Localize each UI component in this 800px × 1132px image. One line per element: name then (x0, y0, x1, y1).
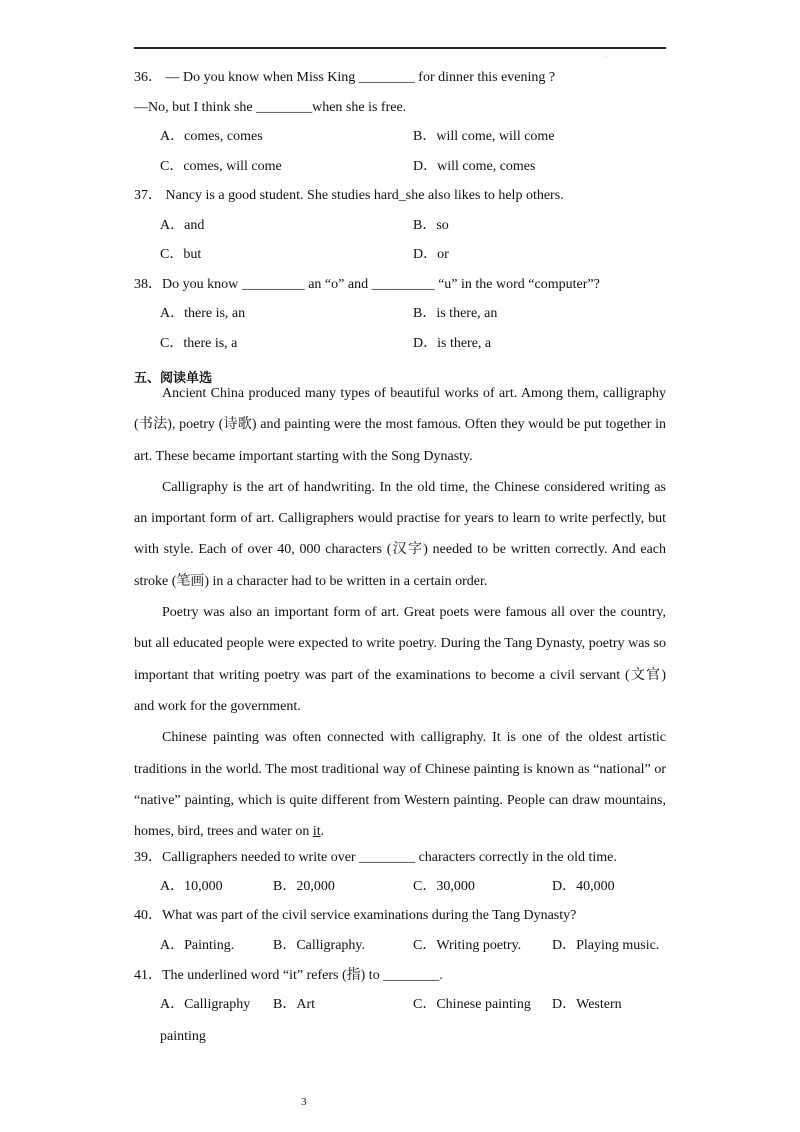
section-title: 五、阅读单选 (134, 371, 213, 386)
q40-option-c: C．Writing poetry. (413, 938, 522, 953)
q39-option-c: C．30,000 (413, 879, 475, 894)
question-40-stem: 40．What was part of the civil service examinations during the Tang Dynasty? (134, 908, 577, 923)
q39-option-a: A．10,000 (160, 879, 223, 894)
question-36-reply: —No, but I think she ________when she is free. (134, 100, 407, 115)
passage-paragraph-4-end: . (320, 824, 325, 840)
q37-option-b: B．so (413, 218, 449, 233)
q41-option-d-continuation: painting (160, 1029, 206, 1044)
underlined-word-it: it (312, 824, 321, 840)
q36-option-a: A．comes, comes (160, 129, 263, 144)
q37-option-c: C．but (160, 247, 202, 262)
q38-option-d: D．is there, a (413, 336, 492, 351)
passage-paragraph-4-text: Chinese painting was often connected with calligraphy. It is one of the oldest artistic traditions in the world. The most traditional way of Chinese painting is known as “national” or “native” painting, which is quite different from Western painting. People can draw mountains, homes, bird, trees and water on (134, 730, 666, 840)
question-36-stem: 36． — Do you know when Miss King ________ for dinner this evening ? (134, 70, 556, 85)
header-rule (134, 47, 666, 49)
passage-paragraph-2: Calligraphy is the art of handwriting. In the old time, the Chinese considered writing as an important form of art. Calligraphers would practise for years to learn to write perfectly, but with style. Each of over 40, 000 characters (汉字) needed to be written correctly. And each stroke (笔画) in a character had to be written in a certain order. (134, 479, 666, 589)
q41-option-d: D．Western (552, 997, 622, 1012)
q36-option-d: D．will come, comes (413, 159, 536, 174)
page-number: 3 (301, 1096, 307, 1108)
reading-passage (134, 378, 666, 847)
q39-option-b: B．20,000 (273, 879, 335, 894)
question-38-stem: 38．Do you know _________ an “o” and _________ “u” in the word “computer”? (134, 277, 600, 292)
q40-option-d: D．Playing music. (552, 938, 660, 953)
q38-option-b: B．is there, an (413, 306, 498, 321)
q41-option-a: A．Calligraphy (160, 997, 251, 1012)
q36-option-b: B．will come, will come (413, 129, 555, 144)
question-37-stem: 37． Nancy is a good student. She studies hard_she also likes to help others. (134, 188, 564, 203)
header-mark: · (605, 54, 607, 60)
q37-option-a: A．and (160, 218, 205, 233)
q40-option-a: A．Painting. (160, 938, 235, 953)
question-39-stem: 39．Calligraphers needed to write over ________ characters correctly in the old time. (134, 850, 617, 865)
q40-option-b: B．Calligraphy. (273, 938, 366, 953)
q38-option-a: A．there is, an (160, 306, 246, 321)
q36-option-c: C．comes, will come (160, 159, 282, 174)
q38-option-c: C．there is, a (160, 336, 238, 351)
q37-option-d: D．or (413, 247, 449, 262)
passage-paragraph-4 (134, 722, 666, 847)
passage-paragraph-3: Poetry was also an important form of art. Great poets were famous all over the country, but all educated people were expected to write poetry. During the Tang Dynasty, poetry was so important that writing poetry was part of the examinations to become a civil servant (文官) and work for the government. (134, 605, 666, 714)
passage-paragraph-1: Ancient China produced many types of beautiful works of art. Among them, calligraphy (书法), poetry (诗歌) and painting were the most famous. Often they would be put together in art. These became important starting with the Song Dynasty. (134, 386, 666, 464)
q41-option-b: B．Art (273, 997, 315, 1012)
q41-option-c: C．Chinese painting (413, 997, 531, 1012)
question-41-stem: 41．The underlined word “it” refers (指) to ________. (134, 968, 443, 983)
q39-option-d: D．40,000 (552, 879, 615, 894)
